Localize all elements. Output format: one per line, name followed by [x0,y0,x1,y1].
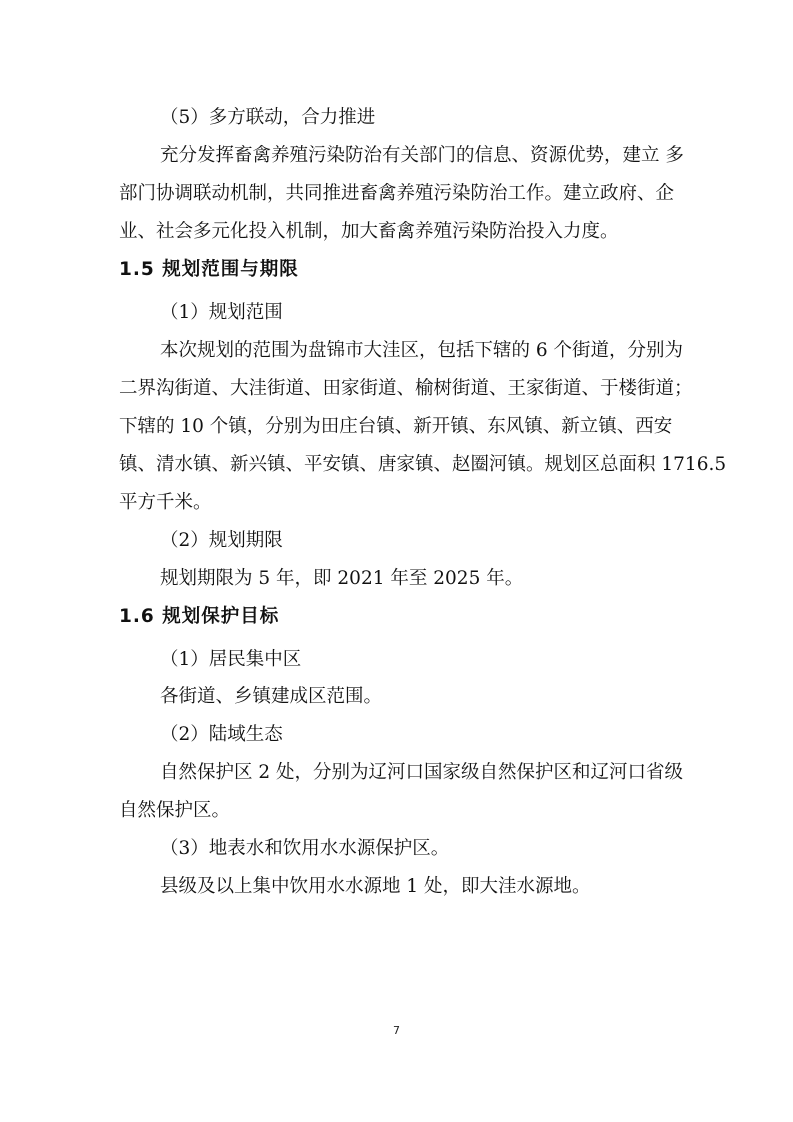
heading-1-5: 1.5 规划范围与期限 [119,259,299,280]
paragraph-line: 充分发挥畜禽养殖污染防治有关部门的信息、资源优势，建立 多 [160,145,684,166]
subsection-title: （2）规划期限 [160,530,283,551]
subsection-title: （3）地表水和饮用水水源保护区。 [160,838,450,859]
paragraph-line: 规划期限为 5 年，即 2021 年至 2025 年。 [160,568,524,589]
paragraph-line: 本次规划的范围为盘锦市大洼区，包括下辖的 6 个街道，分别为 [160,340,684,361]
paragraph-line: 二界沟街道、大洼街道、田家街道、榆树街道、王家街道、于楼街道； [119,378,693,399]
paragraph-line: 自然保护区 2 处，分别为辽河口国家级自然保护区和辽河口省级 [160,762,684,783]
subsection-title: （1）居民集中区 [160,649,302,670]
heading-1-6: 1.6 规划保护目标 [119,606,280,627]
subsection-title: （1）规划范围 [160,302,283,323]
paragraph-line: 镇、清水镇、新兴镇、平安镇、唐家镇、赵圈河镇。规划区总面积 1716.5 [119,454,727,475]
paragraph-line: 业、社会多元化投入机制，加大畜禽养殖污染防治投入力度。 [119,221,619,242]
subsection-title: （2）陆域生态 [160,724,283,745]
paragraph-line: 县级及以上集中饮用水水源地 1 处，即大洼水源地。 [160,876,591,897]
paragraph-line: 平方千米。 [119,492,212,513]
paragraph-line: 自然保护区。 [119,800,231,821]
paragraph-line: 下辖的 10 个镇，分别为田庄台镇、新开镇、东风镇、新立镇、西安 [119,416,673,437]
paragraph-line: 各街道、乡镇建成区范围。 [160,686,383,707]
section-5-title: （5）多方联动，合力推进 [160,107,376,128]
paragraph-line: 部门协调联动机制，共同推进畜禽养殖污染防治工作。建立政府、企 [119,183,675,204]
page-number: 7 [393,1024,400,1037]
